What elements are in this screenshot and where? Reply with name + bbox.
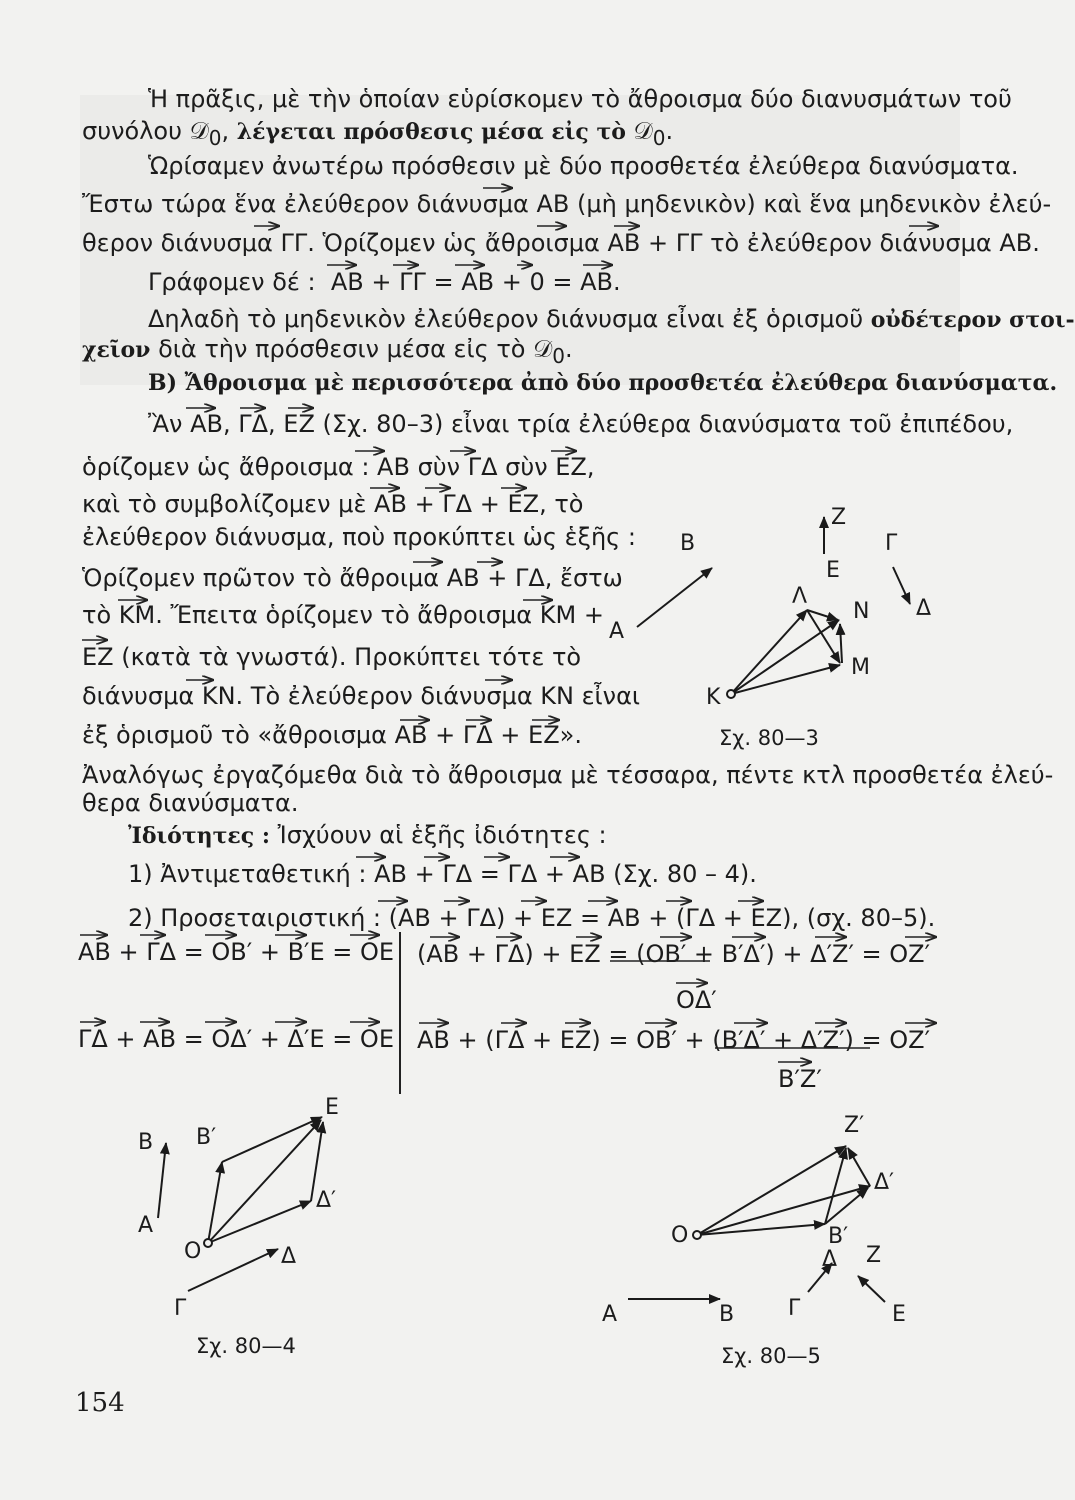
fig3-label-B: B <box>680 531 696 556</box>
fig5-label-O: O <box>671 1223 689 1248</box>
line-5: θερον διάνυσμα ΓΓ. Ὁρίζομεν ὡς ἄθροισμα AB + ΓΓ τὸ ἐλεύθερον διάνυσμα AB. <box>82 229 1040 257</box>
line-14: Ὁρίζομεν πρῶτον τὸ ἄθροιμα AB + ΓΔ, ἔστω <box>82 564 623 592</box>
fig4-label-B: B <box>138 1130 154 1155</box>
line-17: διάνυσμα KN. Τὸ ἐλεύθερον διάνυσμα KN εἶναι <box>82 682 641 710</box>
fig5-label-E: E <box>892 1302 906 1327</box>
line-1: Ἡ πρᾶξις, μὲ τὴν ὁποίαν εὑρίσκομεν τὸ ἄθροισμα δύο διανυσμάτων τοῦ <box>148 85 1012 113</box>
fig5-label-A: A <box>602 1302 618 1327</box>
line-20: θερα διανύσματα. <box>82 789 299 817</box>
eq-right-2: AB + (ΓΔ + EZ) = OB′ + (B′Δ′ + Δ′Z′) = OZ′ <box>417 1026 931 1054</box>
line-2: συνόλου 𝒟$_0$, λέγεται πρόσθεσις μέσα εἰς τὸ 𝒟$_0$. <box>82 117 674 150</box>
eq-right-1-under: OΔ′ <box>676 986 717 1014</box>
line-11: ὁρίζομεν ὡς ἄθροισμα : AB σὺν ΓΔ σὺν EZ, <box>82 453 595 481</box>
vector-EZ <box>858 1276 885 1302</box>
fig3-label-Δ: Δ <box>916 596 932 621</box>
line-10: Ἂν AB, ΓΔ, EZ (Σχ. 80–3) εἶναι τρία ἐλεύθερα διανύσματα τοῦ ἐπιπέδου, <box>148 410 1014 438</box>
fig4-label-Δ′: Δ′ <box>316 1188 337 1213</box>
fig3-caption: Σχ. 80—3 <box>719 726 819 750</box>
fig4-label-O: O <box>184 1239 202 1264</box>
fig5-label-Δ′: Δ′ <box>874 1170 895 1195</box>
eq-left-1: AB + ΓΔ = OB′ + B′E = OE <box>78 938 395 966</box>
page-number: 154 <box>75 1388 125 1418</box>
fig5-label-Z′: Z′ <box>844 1113 865 1138</box>
line-7: Δηλαδὴ τὸ μηδενικὸν ἐλεύθερον διάνυσμα εἶναι ἐξ ὁρισμοῦ οὐδέτερον στοι- <box>148 305 1075 333</box>
line-8: χεῖον διὰ τὴν πρόσθεσιν μέσα εἰς τὸ 𝒟$_0$. <box>82 335 573 368</box>
section-heading: B) Ἄθροισμα μὲ περισσότερα ἀπὸ δύο προσθετέα ἐλεύθερα διανύσματα. <box>148 370 1058 396</box>
fig4-label-Γ: Γ <box>174 1296 187 1321</box>
fig5-label-Δ: Δ <box>822 1247 838 1272</box>
fig3-label-K: K <box>706 685 721 710</box>
line-22: 1) Ἀντιμεταθετική : AB + ΓΔ = ΓΔ + AB (Σχ. 80 – 4). <box>128 860 757 888</box>
fig3-label-Λ: Λ <box>792 584 808 609</box>
fig3-label-M: M <box>851 655 870 680</box>
line-13: ἐλεύθερον διάνυσμα, ποὺ προκύπτει ὡς ἑξῆς : <box>82 523 636 551</box>
fig5-caption: Σχ. 80—5 <box>721 1344 821 1368</box>
line-19: Ἀναλόγως ἐργαζόμεθα διὰ τὸ ἄθροισμα μὲ τέσσαρα, πέντε κτλ προσθετέα ἐλεύ- <box>82 761 1054 789</box>
vector-Δ′Z′ <box>848 1148 870 1186</box>
line-4: Ἔστω τώρα ἕνα ἐλεύθερον διάνυσμα AB (μὴ μηδενικὸν) καὶ ἕνα μηδενικὸν ἐλεύ- <box>82 190 1052 218</box>
fig4-label-B′: B′ <box>196 1125 217 1150</box>
fig4-label-E: E <box>325 1095 339 1120</box>
fig5-label-B′: B′ <box>828 1224 849 1249</box>
fig3-label-A: A <box>609 619 625 644</box>
line-12: καὶ τὸ συμβολίζομεν μὲ AB + ΓΔ + EZ, τὸ <box>82 490 584 518</box>
fig3-label-Γ: Γ <box>885 531 898 556</box>
fig4-label-Δ: Δ <box>281 1244 297 1269</box>
line-18: ἐξ ὁρισμοῦ τὸ «ἄθροισμα AB + ΓΔ + EZ». <box>82 721 582 749</box>
fig4-caption: Σχ. 80—4 <box>196 1334 296 1358</box>
fig5-label-Γ: Γ <box>788 1296 801 1321</box>
line-23: 2) Προσεταιριστική : (AB + ΓΔ) + EZ = AB + (ΓΔ + EZ), (σχ. 80–5). <box>128 904 936 932</box>
fig3-label-N: N <box>853 599 870 624</box>
vector-OZ′ <box>697 1146 846 1235</box>
fig5-label-B: B <box>719 1302 735 1327</box>
eq-right-2-under: B′Z′ <box>778 1065 822 1093</box>
vector-B′Z′ <box>825 1148 846 1224</box>
line-21: Ἰδιότητες : Ἰσχύουν αἱ ἑξῆς ἰδιότητες : <box>128 821 607 849</box>
line-6: Γράφομεν δέ : AB + ΓΓ = AB + 0 = AB. <box>148 268 621 296</box>
eq-left-2: ΓΔ + AB = OΔ′ + Δ′E = OE <box>78 1025 394 1053</box>
fig3-label-Z: Z <box>831 505 847 530</box>
point-O <box>693 1231 701 1239</box>
fig4-label-A: A <box>138 1213 154 1238</box>
fig5-label-Z: Z <box>866 1243 882 1268</box>
line-3: Ὡρίσαμεν ἀνωτέρω πρόσθεσιν μὲ δύο προσθετέα ἐλεύθερα διανύσματα. <box>148 152 1019 180</box>
fig3-label-E: E <box>826 558 840 583</box>
line-15: τὸ KM. Ἔπειτα ὁρίζομεν τὸ ἄθροισμα KM + <box>82 601 604 629</box>
line-16: EZ (κατὰ τὰ γνωστά). Προκύπτει τότε τὸ <box>82 643 582 671</box>
eq-right-1: (AB + ΓΔ) + EZ = (OB′ + B′Δ′) + Δ′Z′ = OZ′ <box>417 940 931 968</box>
